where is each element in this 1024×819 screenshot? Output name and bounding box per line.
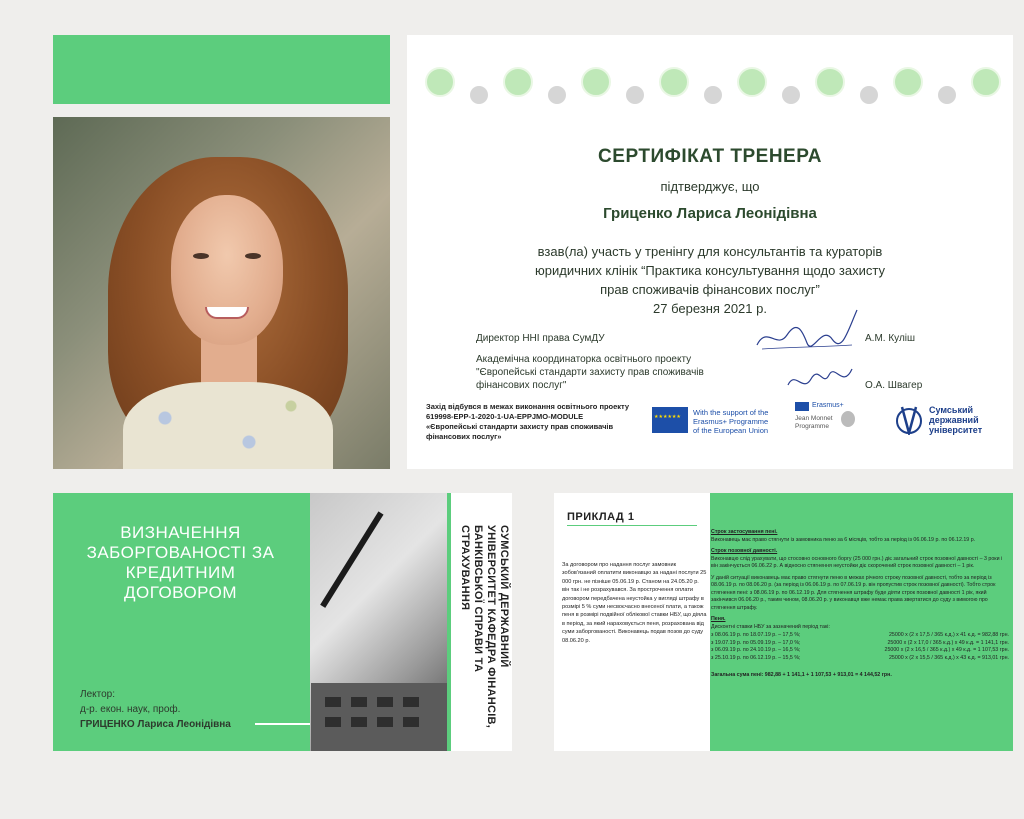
lecturer-degree: д-р. екон. наук, проф. [80,704,181,715]
erasmus-label: Erasmus+ [812,402,844,409]
ornament-icon [659,67,689,97]
handshake-icon [938,86,956,104]
rate-period: з 25.10.19 р. по 06.12.19 р. – 15,5 %; [711,654,801,661]
sumy-university-logo-icon [894,403,924,435]
lecture-heading: ВИЗНАЧЕННЯ ЗАБОРГОВАНОСТІ ЗА КРЕДИТНИМ ДОГОВОРОМ [86,523,275,602]
limitation-heading: Строк позовної давності. [711,548,778,554]
penalty-heading: Пеня. [711,616,726,622]
certificate-line-1: взав(ла) участь у тренінгу для консультантів та кураторів [537,244,883,259]
dress-shape [123,382,333,469]
calculator-shape [311,683,447,751]
footer-line-1: Захід відбувся в межах виконання освітнього проекту [426,402,630,411]
face-shape [171,195,283,345]
example-title: ПРИКЛАД 1 [567,511,635,523]
coordinator-name: О.А. Швагер [865,380,923,391]
handshake-icon [548,86,566,104]
footer-line-3: «Європейські стандарти захисту прав споживачів [426,422,614,431]
lecturer-label: Лектор: [80,689,115,700]
rate-calc: 25000 х (2 х 16,5 / 365 к.д.) х 49 к.д. = 1 107,53 грн. [884,647,1009,653]
jean-monnet-label [795,415,833,431]
lecturer-block [80,687,231,732]
certificate-line-3: прав споживачів фінансових послуг” [600,282,820,297]
ornament-icon [893,67,923,97]
certificate-confirms: підтверджує, що [660,179,760,194]
certificate-line-2: юридичних клінік “Практика консультування щодо захисту [535,263,885,278]
certificate-name: Гриценко Лариса Леонідівна [603,205,817,222]
lecturer-name: ГРИЦЕНКО Лариса Леонідівна [80,719,231,730]
example-slide [554,493,1013,751]
ornament-icon [503,67,533,97]
jean-monnet-portrait-icon [841,411,855,427]
ornament-icon [815,67,845,97]
smile [205,307,249,319]
left-eye [193,253,209,259]
certificate-ornament-border [425,53,1001,111]
jean-text-1: Jean Monnet [795,415,833,422]
eu-text-2: Erasmus+ Programme [693,417,769,426]
lecture-title-slide [53,493,512,751]
rate-calc: 25000 х (2 х 17,0 / 365 к.д.) х 49 к.д. = 1 141,1 грн. [887,639,1009,646]
director-label: Директор ННІ права СумДУ [476,333,605,344]
rate-row [711,632,1009,640]
handshake-icon [470,86,488,104]
certificate-date: 27 березня 2021 р. [653,301,767,316]
uni-text-1: Сумський [929,405,974,415]
handshake-icon [704,86,722,104]
coordinator-label-3: фінансових послуг" [476,380,567,391]
ornament-icon [581,67,611,97]
handshake-icon [860,86,878,104]
director-signature [752,305,862,357]
example-solution [711,529,1009,684]
right-eye [245,253,261,259]
example-case-text: За договором про надання послуг замовник зобов'язаний оплатити виконавцю за надані послуги 25 000 грн. не пізніше 05.06.19 р. Станом на 24.05.20 р. він так і не розрахувався. За прострочення оплати договором передбачена неустойка у вигляді штрафу в розмірі 5 % суми несвоєчасно внесеної плати, а також пеня в розмірі подвійної облікової ставки НБУ, що діяла в період, за який нараховується пеня, розрахована від суми заборгованості. Виконавець подав позов до суду 08.06.20 р. [562,562,707,644]
eu-support-text [693,408,768,435]
ornament-icon [425,67,455,97]
uni-text-3: університет [929,425,983,435]
director-name: А.М. Куліш [865,333,916,344]
situation-text: У даній ситуації виконавець має право стягнути пеню в межах річного строку позовної давності, тобто за період із 08.06.19 р. по 08.06.20 р. (за період із 06.06.19 р. по 07.06.19 р. він пропустив строк позовної давності). Тобто строк стягнення пені: з 08.06.19 р. по 06.12.19 р. Для стягнення штрафу буде діяти строк позовної давності 1 рік, який закінчився 06.06.20 р., таким чином, 08.06.20 р. у виконавця вже немає права звертатися до суду з вимогою про стягнення штрафу. [711,574,996,611]
sumy-university-name [929,405,982,435]
penalty-term-heading: Строк застосування пені. [711,529,778,535]
ornament-icon [971,67,1001,97]
university-department-vertical: СУМСЬКИЙ ДЕРЖАВНИЙ УНІВЕРСИТЕТ КАФЕДРА ФІНАНСІВ, БАНКІВСЬКОЇ СПРАВИ ТА СТРАХУВАННЯ [459,525,510,729]
jean-text-2: Programme [795,423,829,430]
handshake-icon [626,86,644,104]
rate-period: з 19.07.19 р. по 05.09.19 р. – 17,0 %; [711,639,801,646]
penalty-term-text: Виконавець має право стягнути із замовника пеню за 6 місяців, тобто за період із 06.06.19 р. по 06.12.19 р. [711,536,976,543]
rate-calc: 25000 х (2 х 15,5 / 365 к.д.) х 43 к.д. = 913,01 грн. [888,654,1009,661]
rate-row [711,647,1009,655]
uni-text-2: державний [929,415,979,425]
example-title-line [567,525,697,526]
rate-calc: 25000 х (2 х 17,5 / 365 к.д.) х 41 к.д. = 982,88 грн. [888,632,1009,638]
rate-row [711,655,1009,663]
eu-text-3: of the European Union [693,426,769,435]
handshake-icon [782,86,800,104]
rate-row [711,640,1009,648]
coordinator-label-2: "Європейські стандарти захисту прав споживачів [476,367,704,378]
coordinator-signature [785,365,855,395]
coordinator-label-1: Академічна координаторка освітнього проекту [476,354,692,365]
footer-line-2: 619998-EPP-1-2020-1-UA-EPPJMO-MODULE [426,412,584,421]
portrait-photo [53,117,390,469]
footer-line-4: фінансових послуг» [426,432,502,441]
rate-period: з 08.06.19 р. по 18.07.19 р. – 17,5 %; [711,632,801,638]
certificate-title: СЕРТИФІКАТ ТРЕНЕРА [598,146,822,167]
penalty-rates-intro: Дисконтні ставки НБУ за зазначений період такі: [711,623,830,630]
eu-text-1: With the support of the [693,408,769,417]
certificate [407,35,1013,469]
eu-flag-icon [652,407,688,433]
erasmus-flag-icon [795,402,809,411]
penalty-total: Загальна сума пені: 982,88 + 1 141,1 + 1 107,53 + 913,01 = 4 144,52 грн. [711,672,892,678]
limitation-text: Виконавцю слід урахувати, що стосовно основного боргу (25 000 грн.) діє загальний строк позовної давності – 3 роки і він закінчується 06.06.22 р. А відносно стягнення неустойки діє скорочений строк позовної давності – 1 рік. [711,555,1003,569]
ornament-icon [737,67,767,97]
green-banner [53,35,390,104]
rate-period: з 06.09.19 р. по 24.10.19 р. – 16,5 %; [711,647,801,653]
